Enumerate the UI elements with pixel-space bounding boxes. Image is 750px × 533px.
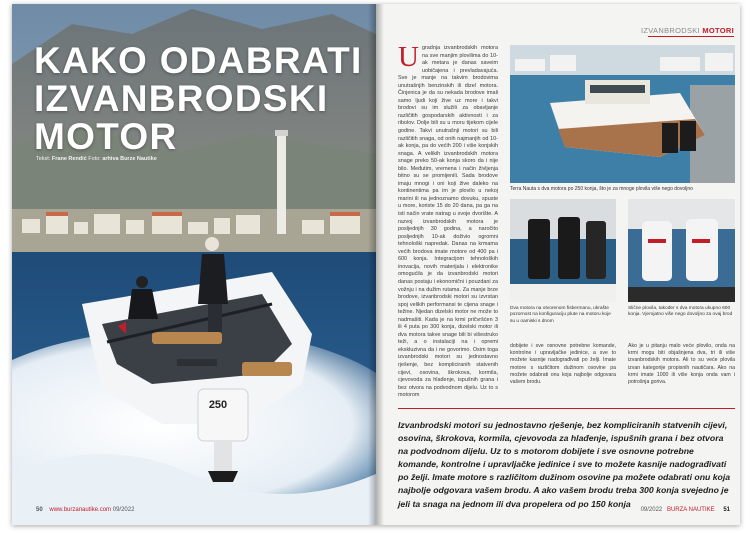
drop-cap: U <box>398 41 419 73</box>
engines-dark-photo <box>510 199 616 302</box>
right-page <box>376 4 740 525</box>
magazine-spread <box>12 4 740 525</box>
headline-line: IZVANBRODSKI <box>34 78 329 119</box>
engine-badge <box>202 397 234 411</box>
caption-top: Terra Nauta s dva motora po 250 konja, što je za mnoge plovila više nego dovoljno <box>510 186 693 192</box>
credit-photo-source: arhiva Burze Nautike <box>102 156 157 162</box>
article-headline <box>34 42 364 156</box>
headline-line: KAKO ODABRATI <box>34 40 363 81</box>
engine-power-label: 250 <box>208 399 228 411</box>
caption-mid-right: Slične plovila, također s dva motora ukupno 600 konja. Vjerojatno više nego dovoljno za ovaj brod <box>628 306 733 318</box>
folio-left <box>36 507 134 513</box>
headline-line: MOTOR <box>34 116 178 157</box>
article-credits <box>36 156 157 162</box>
article-body <box>398 41 498 400</box>
folio-right <box>641 507 730 513</box>
brand-name: BURZA NAUTIKE <box>666 507 715 513</box>
left-page <box>12 4 376 525</box>
article-column-2: dobijete i sve osnovne potrebne komande, kontrolne i upravljačke jedinice, a sve to možete kasnije nadograđivati po želji. Imate motore s različitom dužinom osovine pa možete odabrati onu koja najbolje odgovara vašem brodu. <box>510 343 616 386</box>
section-highlight: MOTORI <box>702 26 734 35</box>
engines-white-photo <box>628 199 735 302</box>
article-text: gradnja izvanbrodskih motora na sve manjim plovilima do 10-ak metara je danas saveim uobičajena i prevladavajuća. Sve je manje na takvim brodovima unutrašnjih benzinskih ili dizel motora. Činjenica je da su nekada brodove imali samo ljudi koji žive uz more i takvi brodovi su im služili za obavljanje različitih gospodarskih aktivnosti i za ribolov. Dolje bili su u moru tijekom cijele godine. Takvi unutrašnji motori su bili različitih snaga, od onih najmanjih od 10-ak konja, pa do većih 200 i više konjskih snaga. A velikih izvanbrodskih motora snage preko 50-ak konja skoro da i nije bilo. Međutim, vremena i način življenja bitno su se promijenili. Sada brodove imaju mnogi i oni koji žive daleko na kontinentima pa im je plovilo u nekoj marini ili na jednoznamo dovuku, spuste u more, koriste 15 do 20 dana, pa ga na isti način vrate natrag u svoje dvorište. A razvoj izvanbrodskih motora je posljednjih 30 godina, a naročito posljednjih 10-ak doživio ogromni tehnološki napredak. Danas na krmama većih brodova imate motore od 400 pa i 600 konja. Integracijom tehnoloških inovacija, novih materijala i elektronike omogućila je da izvanbrodski motori danas postaju i ekonomični i pouzdani za vožnju i na dužim rutama. Za manje brze brodove, izvanbrodski motori su izvrstan spoj velikih performansi te cijena snage i težine. Njedan dizelski motor ne može to nadmašiti. Kada je na krmi pričvršćen 3 ili 4 puta po 300 konja, dizelski motor ili dva motora takve snage bili bi višestruko teži, a o instalaciji na i opremi ekskluzivna da i ne govorimo. Osim toga izvanbrodski motori su jednostavno rješenje, bez kompliciranih statvenih cijevi, osovina, škrokova, kormila, cjevovoda za hlađenje, ispušnih grana i bez otvora na podvodnom dijelu. Uz to s motorom <box>398 45 498 399</box>
credit-author: Frane Rendić <box>51 156 87 162</box>
issue-date: 09/2022 <box>640 507 663 513</box>
caption-mid-left: Dva motora na otvorenom fisbermanu, ukrašte pozornost na konfiguraciju plute na motoru koje su u oamiski s dnom <box>510 306 611 324</box>
article-column-3: Ako je u pitanju malo veće plovilo, onda na krmi mogu biti objašnjena dva, tri ili više izvanbrodskih motora. Ali to su veće plovila izvan kategorije propisnih nautičara. Ako na krmi imate 1000 ili više konja onda vam i potrošnja goriva. <box>628 343 735 386</box>
credit-text-label: Tekst: <box>36 156 51 162</box>
issue-date: 09/2022 <box>112 507 135 513</box>
credit-photo-label: Foto: <box>88 156 101 162</box>
page-gutter <box>368 4 384 525</box>
pull-quote-text: Izvanbrodski motori su jednostavno rješenje, bez kompliciranih statvenih cijevi, osovina, škrokova, kormila, cjevovoda za hlađenje, ispušnih grana i bez otvora na podvodnom dijelu. Uz to s motorom dobijete i sve osnovne potrebne komande, kontrolne i upravljačke jedinice i sve to možete kasnije nadograđivati po želji. Imate motore s različitom dužinom osovine pa možete odabrati onu koja najbolje odgovara vašem brodu. A ako vašem brodu treba 300 konja svejedno je jeli ta snaga na jednom ili dva propelera od po 150 konja <box>398 420 731 509</box>
page-number: 50 <box>36 507 43 513</box>
pull-quote <box>398 408 735 511</box>
page-number: 51 <box>723 507 730 513</box>
section-prefix: IZVANBRODSKI <box>641 26 700 35</box>
section-tag <box>641 26 734 35</box>
marina-boat-photo <box>510 45 735 183</box>
website-link[interactable]: www.burzanautike.com <box>49 507 112 513</box>
section-divider <box>648 36 734 37</box>
